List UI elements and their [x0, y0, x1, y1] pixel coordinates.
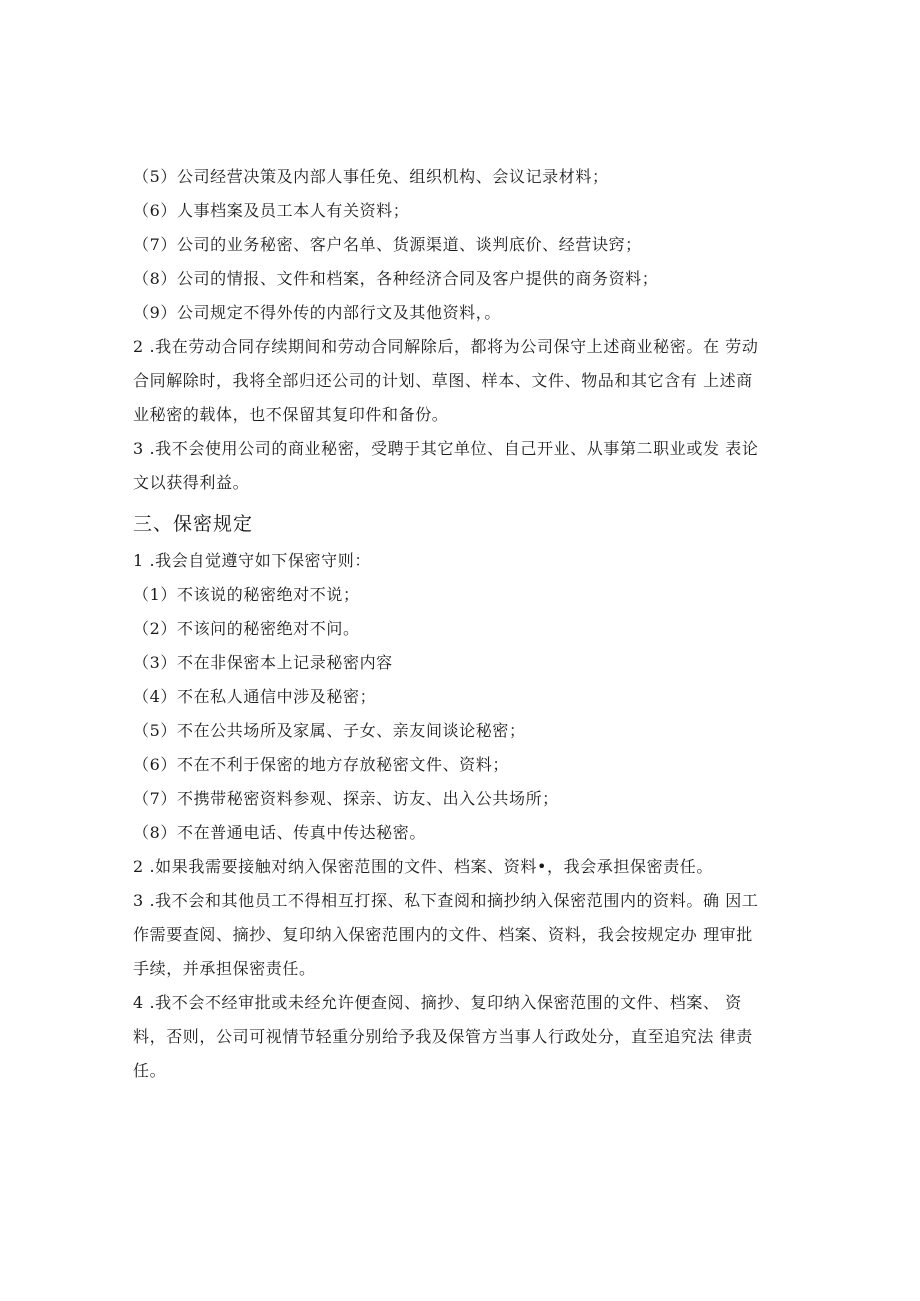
text-line: （5）不在公共场所及家属、子女、亲友间谈论秘密；: [133, 721, 526, 740]
text-line: 4 .我不会不经审批或未经允许便查阅、摘抄、复印纳入保密范围的文件、档案、 资: [133, 993, 742, 1012]
text-line: （5）公司经营决策及内部人事任免、组织机构、会议记录材料；: [133, 167, 609, 186]
text-line: 2 .如果我需要接触对纳入保密范围的文件、档案、资料•，我会承担保密责任。: [133, 857, 713, 876]
document-body: [133, 160, 793, 1088]
text-line: （6）不在不利于保密的地方存放秘密文件、资料；: [133, 755, 509, 774]
text-line: 1 .我会自觉遵守如下保密守则：: [133, 551, 371, 570]
text-line: 3 .我不会使用公司的商业秘密，受聘于其它单位、自己开业、从事第二职业或发 表论: [133, 439, 759, 458]
text-line: 任。: [133, 1061, 167, 1080]
text-line: 合同解除时，我将全部归还公司的计划、草图、样本、文件、物品和其它含有 上述商: [133, 371, 753, 390]
text-line: 文以获得利益。: [133, 473, 250, 492]
text-line: 业秘密的载体，也不保留其复印件和备份。: [133, 405, 449, 424]
text-line: 作需要查阅、摘抄、复印纳入保密范围内的文件、档案、资料，我会按规定办 理审批: [133, 925, 753, 944]
text-line: （1）不该说的秘密绝对不说；: [133, 585, 360, 604]
section-heading: 三、保密规定: [133, 513, 254, 535]
text-line: （6）人事档案及员工本人有关资料；: [133, 201, 410, 220]
text-line: 手续，并承担保密责任。: [133, 959, 316, 978]
text-line: （4）不在私人通信中涉及秘密；: [133, 687, 377, 706]
text-line: 3 .我不会和其他员工不得相互打探、私下查阅和摘抄纳入保密范围内的资料。确 因工: [133, 891, 759, 910]
text-line: （9）公司规定不得外传的内部行文及其他资料，。: [133, 303, 501, 322]
text-line: 料，否则，公司可视情节轻重分别给予我及保管方当事人行政处分，直至追究法 律责: [133, 1027, 753, 1046]
text-line: （7）公司的业务秘密、客户名单、货源渠道、谈判底价、经营诀窍；: [133, 235, 642, 254]
confidential-scope-list: [133, 160, 793, 500]
text-line: （8）不在普通电话、传真中传达秘密。: [133, 823, 426, 842]
text-line: （2）不该问的秘密绝对不问。: [133, 619, 360, 638]
text-line: 2 .我在劳动合同存续期间和劳动合同解除后，都将为公司保守上述商业秘密。在 劳动: [133, 337, 759, 356]
text-line: （7）不携带秘密资料参观、探亲、访友、出入公共场所；: [133, 789, 559, 808]
text-line: （8）公司的情报、文件和档案，各种经济合同及客户提供的商务资料；: [133, 269, 659, 288]
text-line: （3）不在非保密本上记录秘密内容: [133, 653, 393, 672]
confidentiality-rules-list: [133, 544, 793, 1088]
